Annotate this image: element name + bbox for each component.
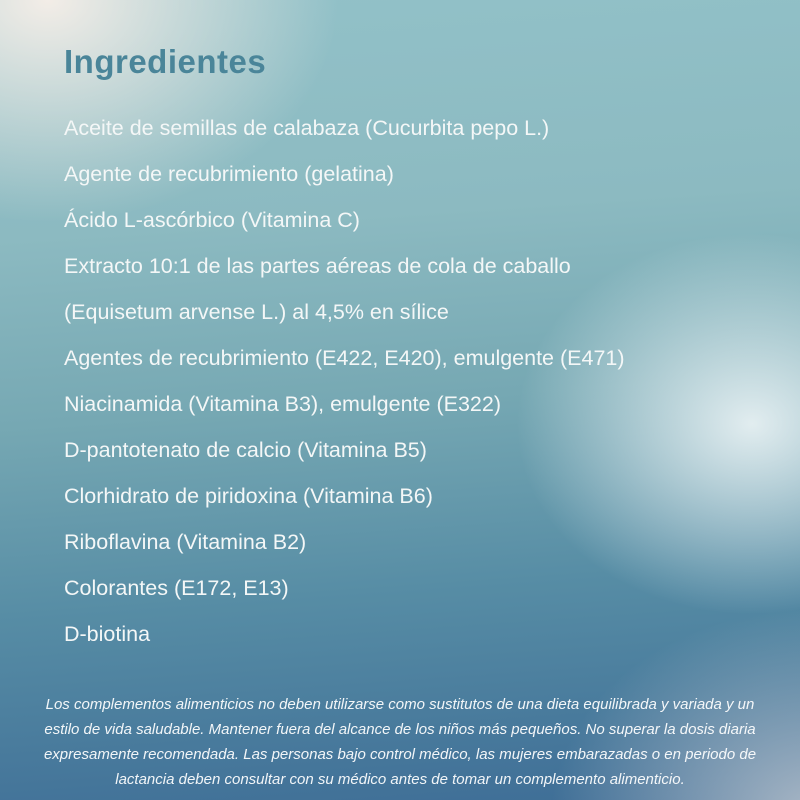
ingredients-list [64,105,760,657]
ingredient-line: Agentes de recubrimiento (E422, E420), emulgente (E471) [64,345,625,370]
ingredients-section [64,42,760,657]
ingredient-line: D-biotina [64,621,151,646]
ingredient-line: Agente de recubrimiento (gelatina) [64,161,394,186]
ingredient-line: Colorantes (E172, E13) [64,575,289,600]
ingredient-line: Aceite de semillas de calabaza (Cucurbita pepo L.) [64,115,550,140]
disclaimer-text: Los complementos alimenticios no deben utilizarse como sustitutos de una dieta equilibrada y variada y un estilo de vida saludable. Mantener fuera del alcance de los niños más pequeños. No superar la dosis diaria expresamente recomendada. Las personas bajo control médico, las mujeres embarazadas o en periodo de lactancia deben consultar con su médico antes de tomar un complemento alimenticio. [43,696,757,788]
ingredient-line: D-pantotenato de calcio (Vitamina B5) [64,437,427,462]
ingredient-line: Ácido L-ascórbico (Vitamina C) [64,207,360,232]
ingredient-line: Riboflavina (Vitamina B2) [64,529,307,554]
ingredient-line: Niacinamida (Vitamina B3), emulgente (E322) [64,391,501,416]
ingredient-line: Extracto 10:1 de las partes aéreas de cola de caballo [64,253,571,278]
ingredient-line: Clorhidrato de piridoxina (Vitamina B6) [64,483,433,508]
page-title: Ingredientes [64,43,267,80]
ingredient-line: (Equisetum arvense L.) al 4,5% en sílice [64,299,449,324]
